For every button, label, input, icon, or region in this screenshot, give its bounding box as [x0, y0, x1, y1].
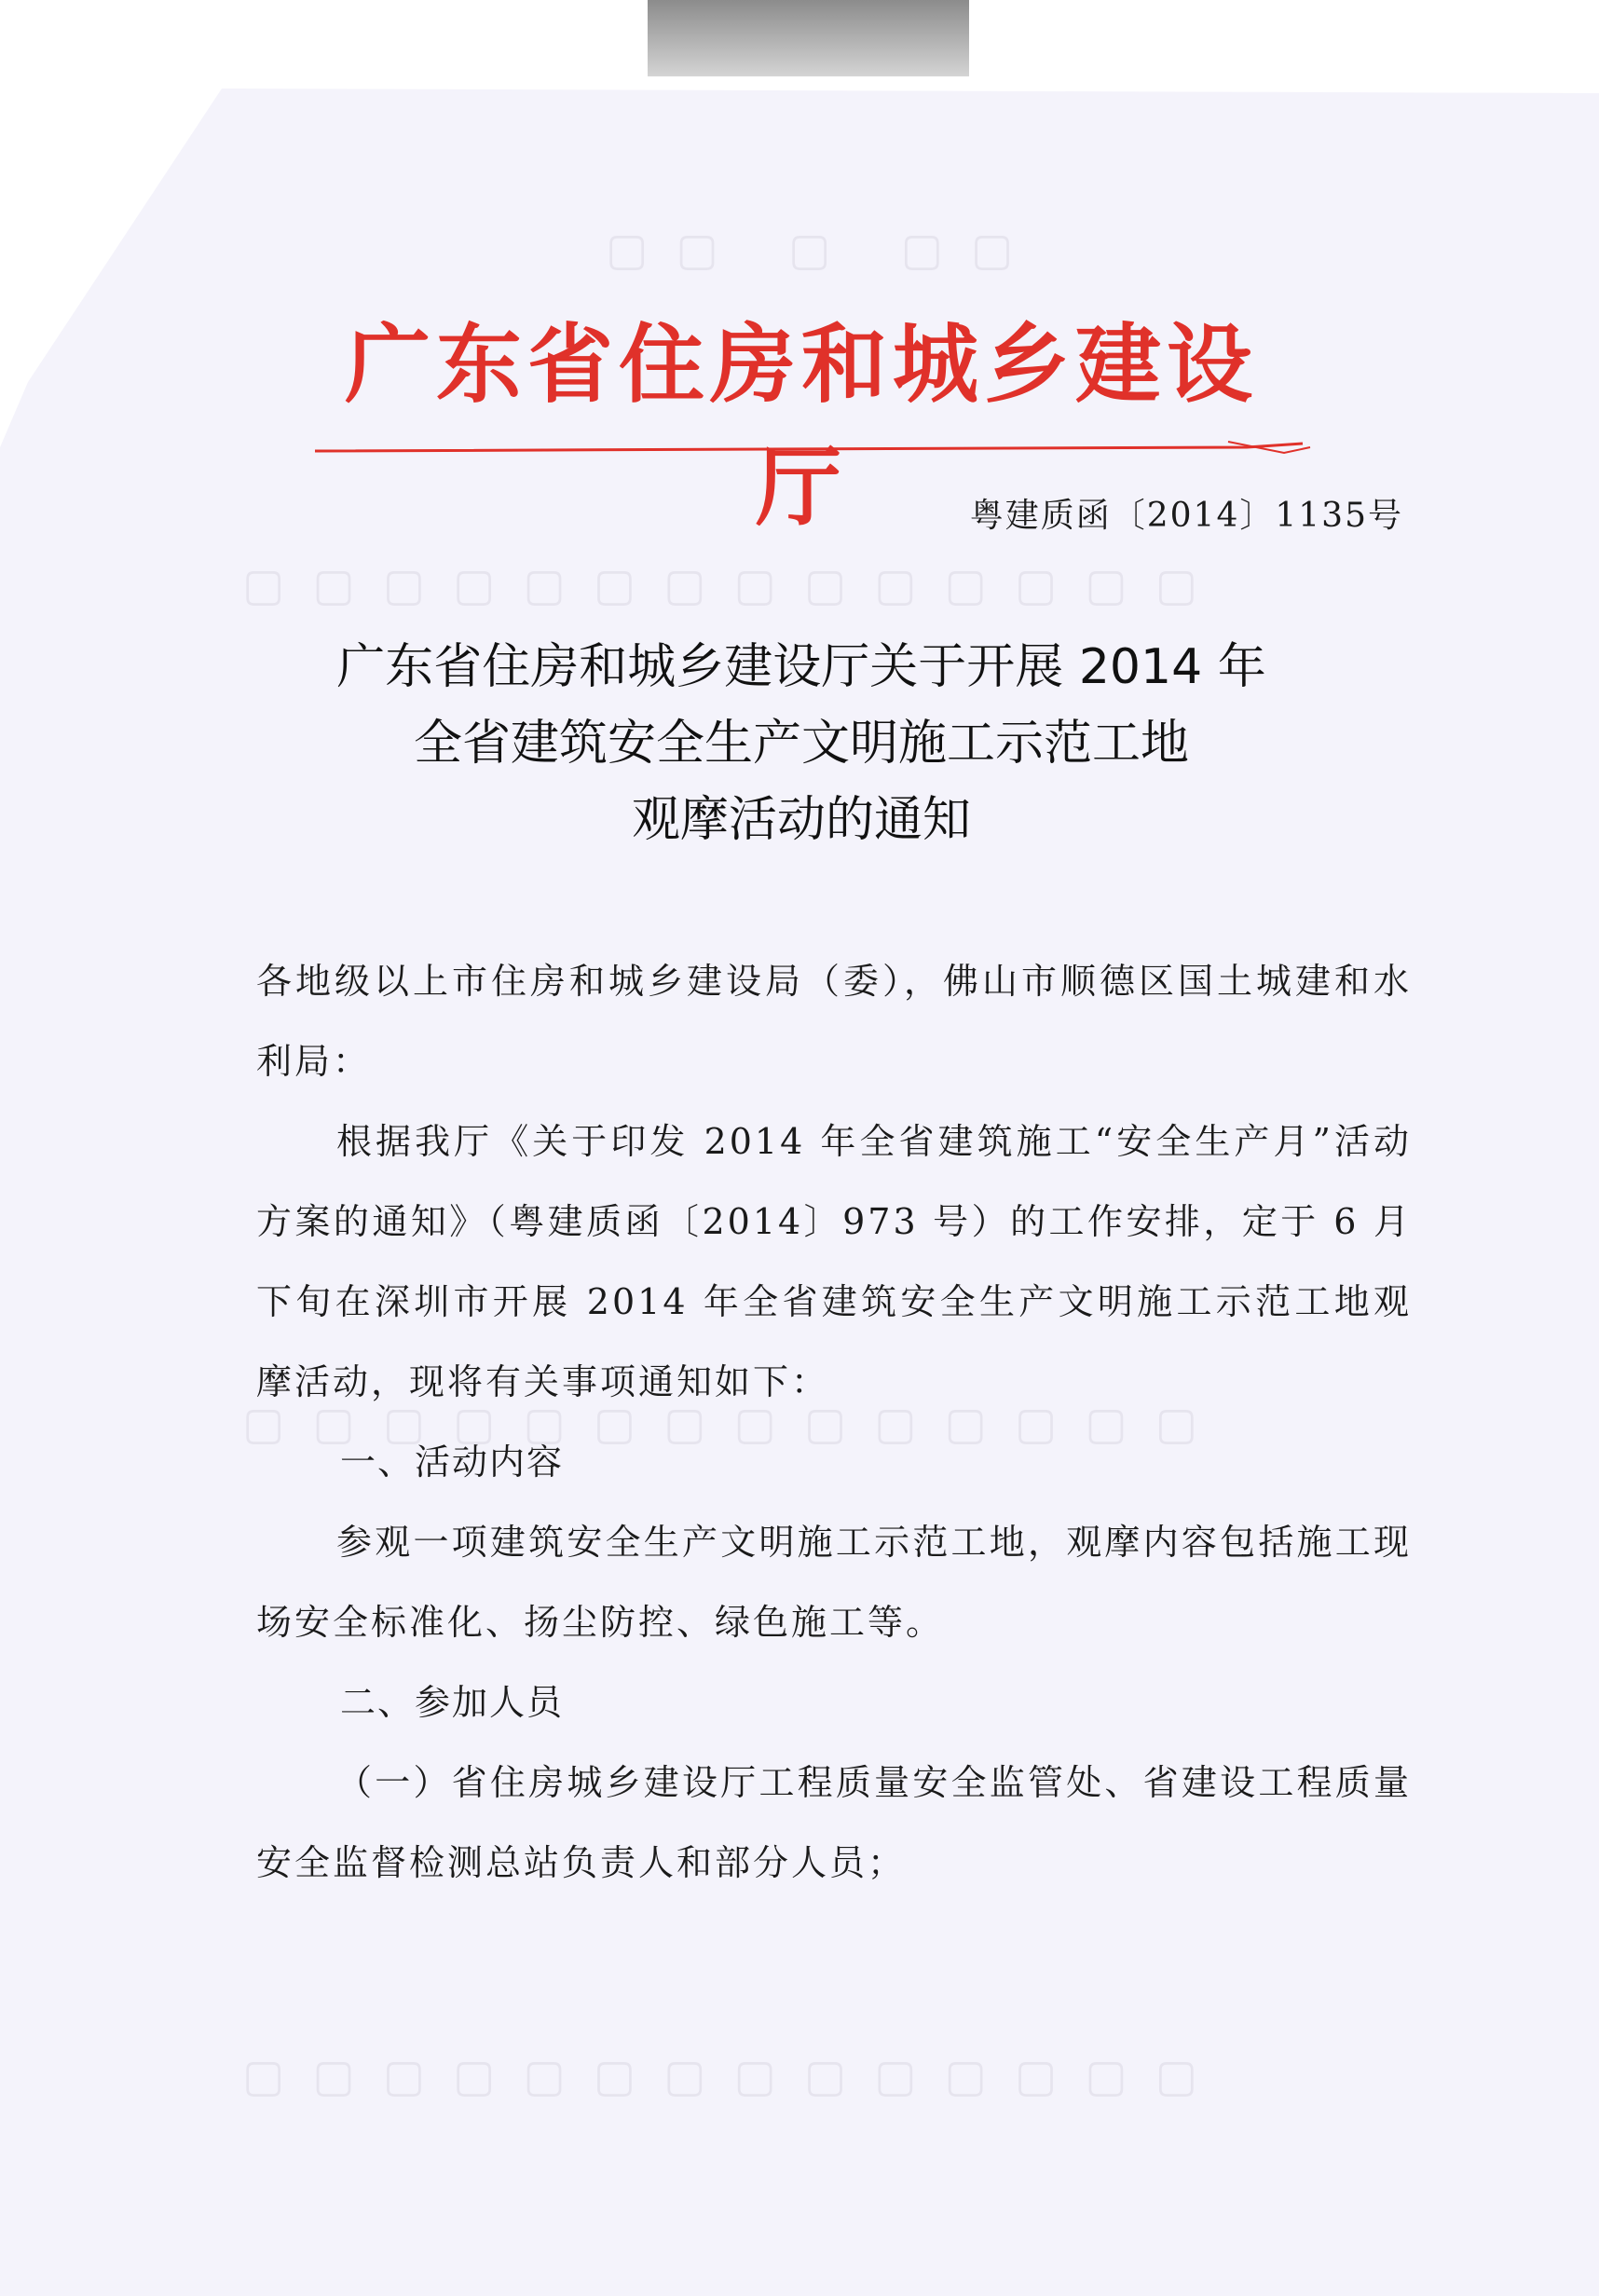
title-line-2: 全省建筑安全生产文明施工示范工地: [413, 716, 1189, 772]
document-number: 粤建质函〔2014〕1135号: [969, 497, 1403, 535]
document-body: [256, 941, 1412, 1903]
title-line-1: 广东省住房和城乡建设厅关于开展 2014 年: [336, 639, 1266, 695]
section-2-item-1: （一）省住房城乡建设厅工程质量安全监管处、省建设工程质量安全监督检测总站负责人和部分人员；: [256, 1762, 1412, 1883]
section-2-heading: 二、参加人员: [340, 1682, 565, 1723]
letterhead-title: 广东省住房和城乡建设厅: [344, 314, 1258, 538]
scanner-tab: [648, 0, 969, 76]
reverse-side-bleed-1: ▢▢ ▢ ▢▢: [606, 224, 1042, 276]
document-title: [224, 629, 1379, 858]
reverse-side-bleed-2: ▢▢▢▢▢▢▢▢▢▢▢▢▢▢: [242, 559, 1225, 611]
addressee: 各地级以上市住房和城乡建设局（委），佛山市顺德区国土城建和水利局：: [256, 961, 1412, 1082]
title-line-3: 观摩活动的通知: [631, 792, 971, 848]
section-1-heading: 一、活动内容: [340, 1442, 565, 1483]
letterhead-red-rule: [315, 438, 1312, 464]
section-1-paragraph: 参观一项建筑安全生产文明施工示范工地，观摩内容包括施工现场安全标准化、扬尘防控、绿色施工等。: [256, 1522, 1412, 1643]
reverse-side-bleed-4: ▢▢▢▢▢▢▢▢▢▢▢▢▢▢: [242, 2050, 1225, 2102]
reverse-side-bleed-3: ▢▢▢▢▢▢▢▢▢▢▢▢▢▢: [242, 1398, 1225, 1450]
intro-paragraph: 根据我厅《关于印发 2014 年全省建筑施工“安全生产月”活动方案的通知》（粤建质函〔2014〕973 号）的工作安排，定于 6 月下旬在深圳市开展 2014 年全省建筑安全生产文明施工示范工地观摩活动，现将有关事项通知如下：: [256, 1121, 1412, 1402]
